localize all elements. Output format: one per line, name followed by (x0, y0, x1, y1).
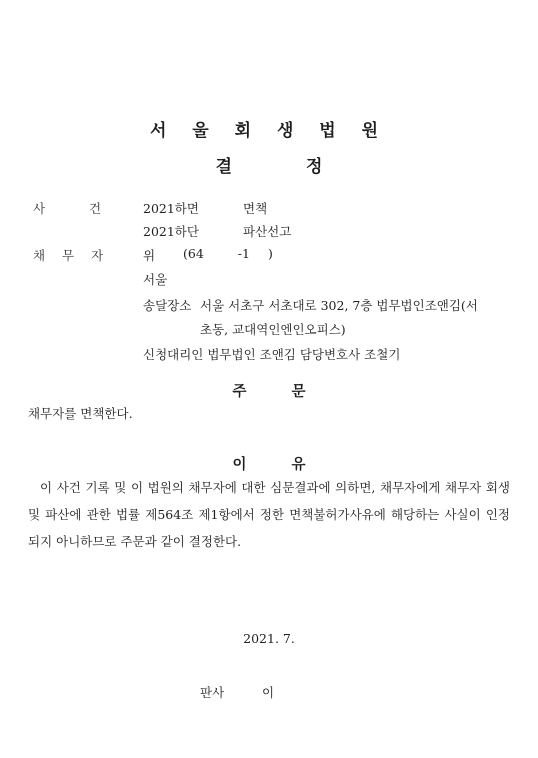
debtor-label: 채 무 자 (33, 248, 104, 263)
case-number-2: 2021하단 (143, 224, 199, 239)
debtor-id (183, 246, 273, 261)
debtor-id-prefix: (64 (183, 246, 204, 261)
case-label: 사 건 (33, 201, 102, 216)
court-name: 서 울 회 생 법 원 (149, 121, 389, 141)
order-text: 채무자를 면책한다. (28, 406, 133, 421)
judge-name: 이 (262, 685, 275, 700)
service-address-line-1: 서울 서초구 서초대로 302, 7층 법무법인조앤김(서 (200, 298, 478, 313)
case-type-2: 파산선고 (243, 224, 292, 239)
decision-date: 2021. 7. (243, 631, 295, 646)
reason-text: 이 사건 기록 및 이 법원의 채무자에 대한 심문결과에 의하면, 채무자에게 채무자 회생 및 파산에 관한 법률 제564조 제1항에서 정한 면책불허가사유에 해당하는 사실이 인정되지 아니하므로 주문과 같이 결정한다. (28, 480, 510, 549)
debtor-id-close: ) (267, 246, 273, 261)
service-address-line-2: 초동, 교대역인엔인오피스) (200, 322, 346, 337)
legal-agent: 신청대리인 법무법인 조앤김 담당변호사 조철기 (143, 347, 401, 362)
debtor-id-suffix: -1 (237, 246, 250, 261)
order-heading: 주 문 (232, 383, 306, 400)
debtor-address: 서울 (143, 272, 168, 287)
reason-heading: 이 유 (232, 456, 306, 473)
debtor-name: 위 (143, 248, 156, 263)
case-number-1: 2021하면 (143, 201, 199, 216)
case-type-1: 면책 (243, 201, 268, 216)
service-label: 송달장소 (143, 298, 192, 313)
document-title: 결 정 (215, 157, 323, 177)
judge-title: 판사 (200, 685, 225, 700)
